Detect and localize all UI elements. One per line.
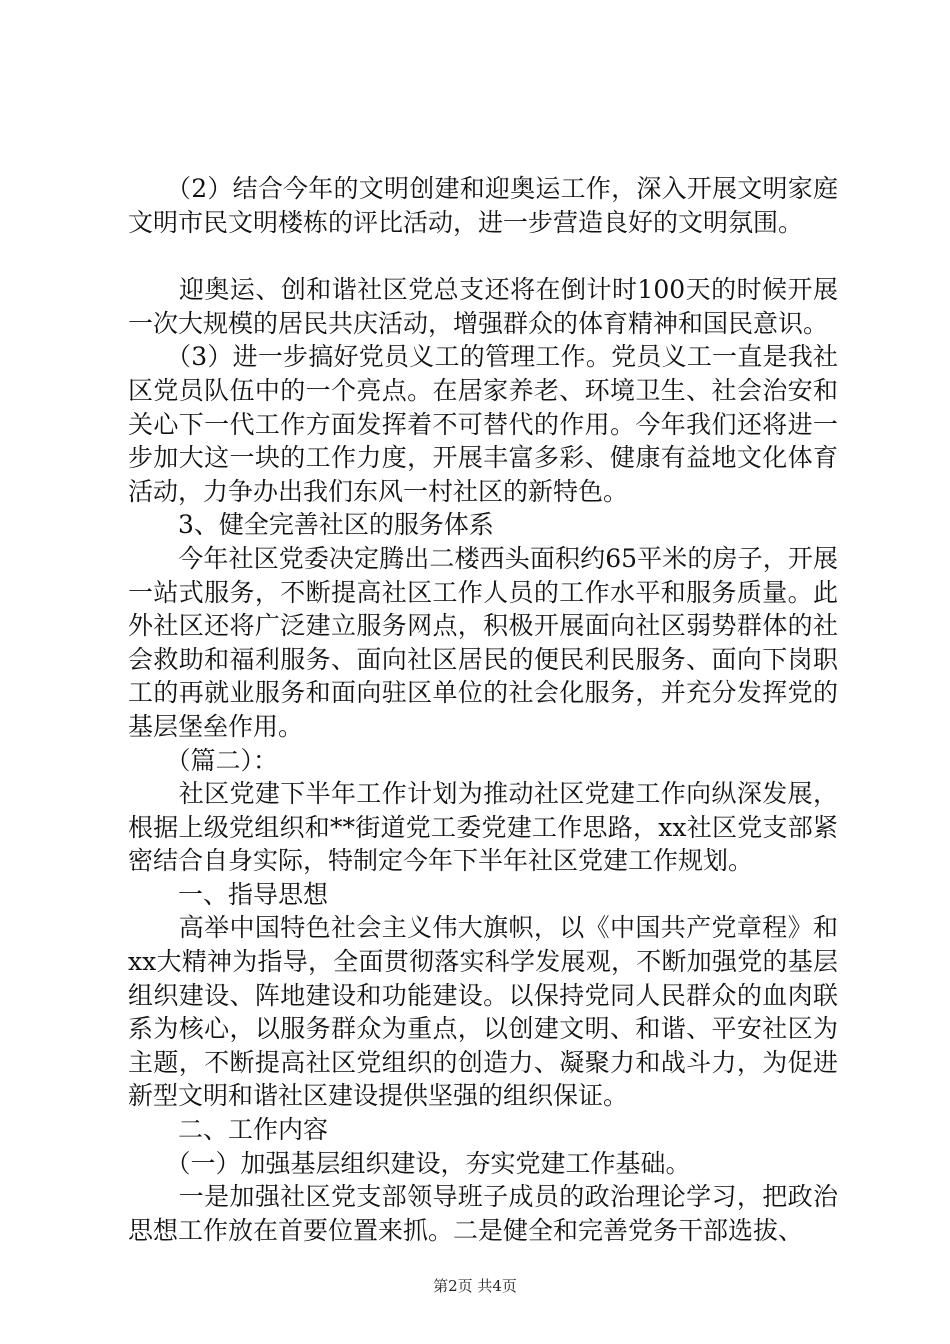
page-footer [0,1275,950,1296]
part-two-heading [128,744,838,778]
paragraph-1 [128,172,838,239]
paragraph-2-text: 迎奥运、创和谐社区党总支还将在倒计时100天的时候开展一次大规模的居民共庆活动，增强群众的体育精神和国民意识。 [128,275,838,338]
paragraph-3-text: （3）进一步搞好党员义工的管理工作。党员义工一直是我社区党员队伍中的一个亮点。在居家养老、环境卫生、社会治安和关心下一代工作方面发挥着不可替代的作用。今年我们还将进一步加大这一块的工作力度，开展丰富多彩、健康有益地文化体育活动，力争办出我们东风一村社区的新特色。 [128,342,838,506]
paragraph-5 [128,542,838,744]
paragraph-9 [128,911,838,1113]
section-heading-guiding-thought [128,878,838,912]
part-two-heading-text: （篇二）： [178,745,279,775]
document-body [128,172,838,1247]
paragraph-9-text: 高举中国特色社会主义伟大旗帜，以《中国共产党章程》和xx大精神为指导，全面贯彻落实科学发展观，不断加强党的基层组织建设、阵地建设和功能建设。以保持党同人民群众的血肉联系为核心，以服务群众为重点，以创建文明、和谐、平安社区为主题，不断提高社区党组织的创造力、凝聚力和战斗力，为促进新型文明和谐社区建设提供坚强的组织保证。 [128,913,838,1111]
section-heading-work-content [128,1113,838,1147]
section-heading-guiding-thought-text: 一、指导思想 [178,879,329,909]
paragraph-2 [128,273,838,340]
paragraph-5-text: 今年社区党委决定腾出二楼西头面积约65平米的房子，开展一站式服务，不断提高社区工作人员的工作水平和服务质量。此外社区还将广泛建立服务网点，积极开展面向社区弱势群体的社会救助和福利服务、面向社区居民的便民利民服务、面向下岗职工的再就业服务和面向驻区单位的社会化服务，并充分发挥党的基层堡垒作用。 [128,543,838,741]
page-number: 第2页 共4页 [433,1277,517,1295]
paragraph-12-text: 一是加强社区党支部领导班子成员的政治理论学习，把政治思想工作放在首要位置来抓。二是健全和完善党务干部选拔、 [128,1182,838,1245]
paragraph-7-text: 社区党建下半年工作计划为推动社区党建工作向纵深发展，根据上级党组织和**街道党工委党建工作思路，xx社区党支部紧密结合自身实际，特制定今年下半年社区党建工作规划。 [128,779,838,876]
paragraph-1-text: （2）结合今年的文明创建和迎奥运工作，深入开展文明家庭文明市民文明楼栋的评比活动，进一步营造良好的文明氛围。 [128,174,838,237]
section-heading-service-text: 3、健全完善社区的服务体系 [178,510,494,540]
paragraph-gap [128,239,838,273]
subsection-heading-1 [128,1147,838,1181]
subsection-heading-1-text: （一）加强基层组织建设，夯实党建工作基础。 [178,1148,691,1178]
paragraph-7 [128,777,838,878]
paragraph-3 [128,340,838,508]
section-heading-service [128,508,838,542]
section-heading-work-content-text: 二、工作内容 [178,1115,329,1145]
paragraph-12 [128,1180,838,1247]
